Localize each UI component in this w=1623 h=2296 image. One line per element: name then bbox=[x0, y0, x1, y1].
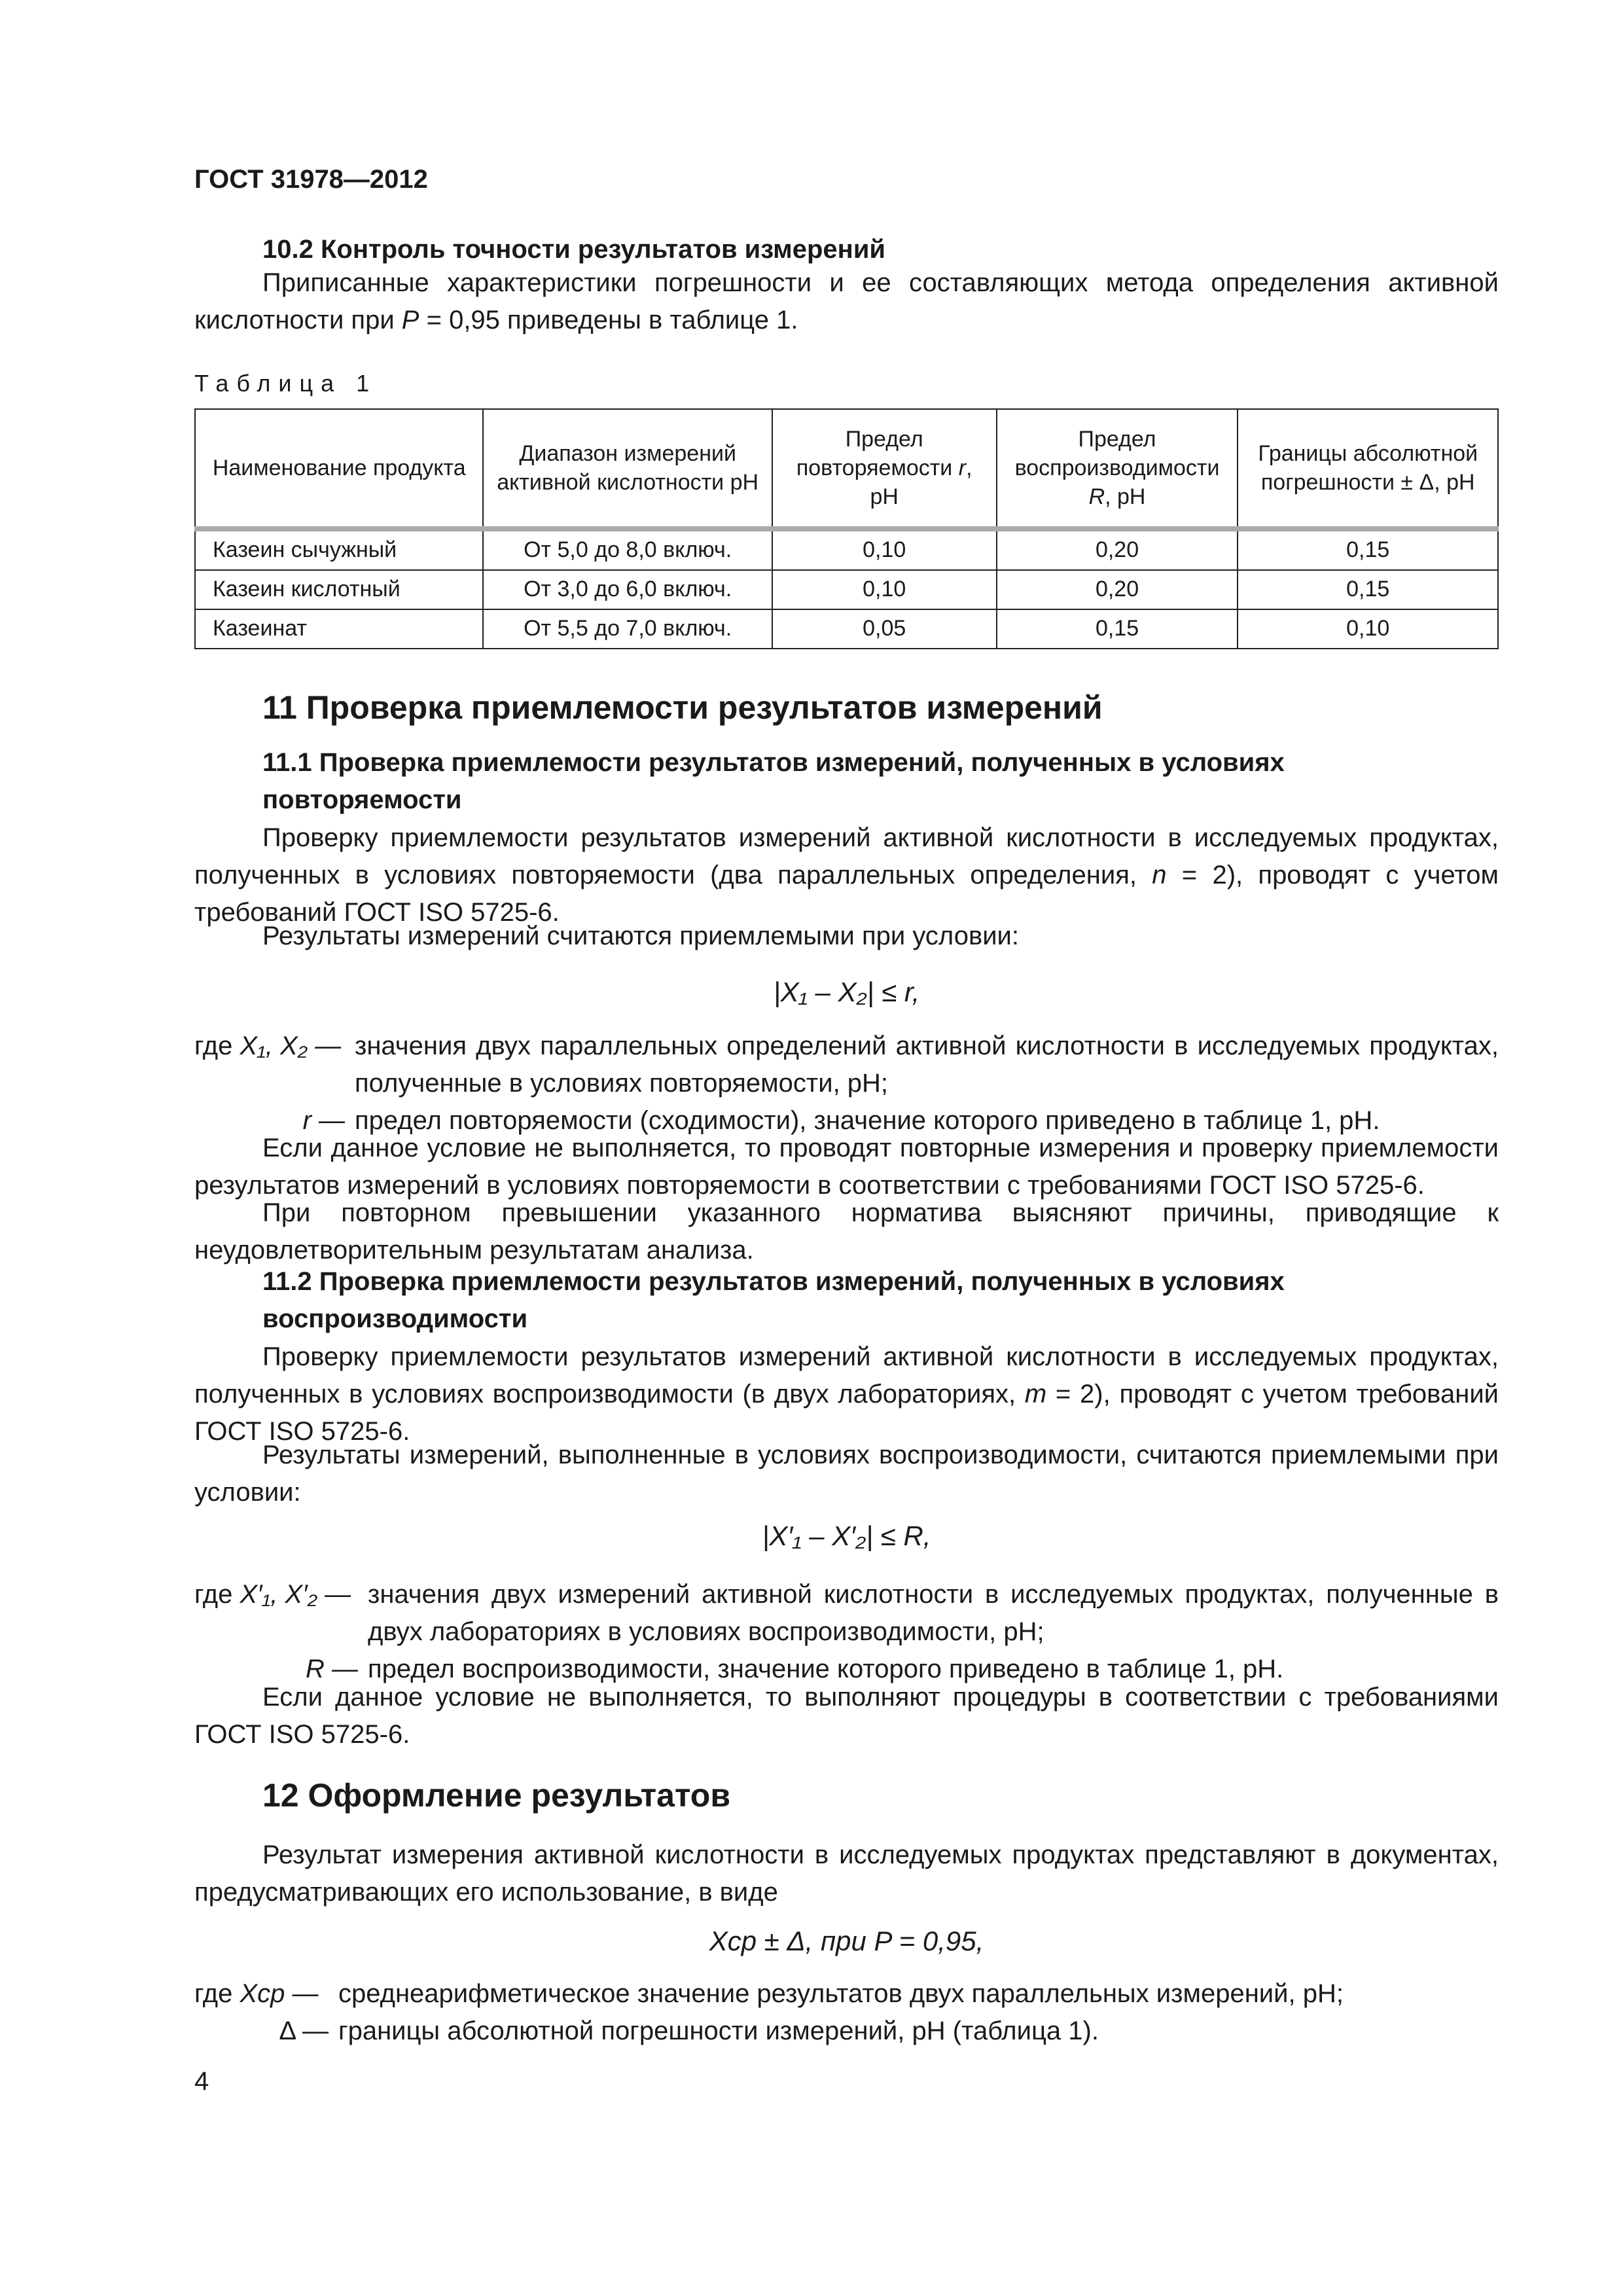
repeatability-formula: |X₁ – X₂| ≤ r, bbox=[773, 977, 920, 1007]
definition-desc-x1-x2: значения двух параллельных определений активной кислотности в исследуемых продуктах, полученные в условиях повторяемости, pH; bbox=[355, 1031, 1499, 1098]
cell-product: Казеинат bbox=[195, 609, 483, 649]
section-11-1-paragraph-3: Если данное условие не выполняется, то проводят повторные измерения и проверку приемлемости результатов измерений в условиях повторяемости в соответствии с требованиями ГОСТ ISO 5725-6. bbox=[194, 1134, 1499, 1200]
cell-delta: 0,15 bbox=[1238, 529, 1498, 570]
definition-term-x1-x2: где X₁, X₂ — bbox=[194, 1031, 342, 1060]
section-11-2-paragraph-2: Результаты измерений, выполненные в условиях воспроизводимости, считаются приемлемыми при условии: bbox=[194, 1441, 1499, 1507]
header-range: Диапазон измерений активной кислотности pH bbox=[483, 409, 772, 529]
cell-delta: 0,10 bbox=[1238, 609, 1498, 649]
section-11-1-paragraph-4: При повторном превышении указанного норматива выясняют причины, приводящие к неудовлетворительным результатам анализа. bbox=[194, 1198, 1499, 1265]
table-caption: Таблица 1 bbox=[194, 370, 378, 397]
header-repeatability: Предел повторяемости r, pH bbox=[772, 409, 997, 529]
cell-R: 0,15 bbox=[997, 609, 1238, 649]
cell-range: От 3,0 до 6,0 включ. bbox=[483, 570, 772, 609]
section-10-2-paragraph: Приписанные характеристики погрешности и ее составляющих метода определения активной кислотности при P = 0,95 приведены в таблице 1. bbox=[194, 268, 1499, 334]
cell-r: 0,05 bbox=[772, 609, 997, 649]
document-code: ГОСТ 31978—2012 bbox=[194, 165, 428, 194]
cell-R: 0,20 bbox=[997, 570, 1238, 609]
definition-desc-delta: границы абсолютной погрешности измерений, pH (таблица 1). bbox=[338, 2017, 1099, 2045]
section-11-1-paragraph-1: Проверку приемлемости результатов измерений активной кислотности в исследуемых продуктах, полученных в условиях повторяемости (два параллельных определения, n = 2), проводят с учетом требований ГОСТ ISO 5725-6. bbox=[194, 823, 1499, 927]
table-1 bbox=[194, 408, 1499, 649]
section-11-2-heading: 11.2 Проверка приемлемости результатов измерений, полученных в условиях воспроизводимости bbox=[262, 1267, 1285, 1333]
definition-term-delta: Δ — bbox=[279, 2017, 329, 2045]
header-error-bounds: Границы абсолютной погрешности ± Δ, pH bbox=[1238, 409, 1498, 529]
section-12-heading: 12 Оформление результатов bbox=[262, 1777, 731, 1814]
cell-range: От 5,5 до 7,0 включ. bbox=[483, 609, 772, 649]
section-10-2-heading: 10.2 Контроль точности результатов измерений bbox=[262, 235, 886, 264]
section-11-heading: 11 Проверка приемлемости результатов измерений bbox=[262, 689, 1103, 726]
definition-desc-r: предел повторяемости (сходимости), значение которого приведено в таблице 1, pH. bbox=[355, 1106, 1380, 1135]
definition-term-x1p-x2p: где X′₁, X′₂ — bbox=[194, 1580, 351, 1609]
table-header-row bbox=[195, 409, 1498, 529]
cell-delta: 0,15 bbox=[1238, 570, 1498, 609]
definition-desc-xavg: среднеарифметическое значение результатов двух параллельных измерений, pH; bbox=[338, 1979, 1344, 2008]
table-row bbox=[195, 570, 1498, 609]
definition-term-r: r — bbox=[302, 1106, 345, 1135]
table-row bbox=[195, 609, 1498, 649]
table-row bbox=[195, 529, 1498, 570]
definition-desc-R: предел воспроизводимости, значение которого приведено в таблице 1, pH. bbox=[368, 1655, 1284, 1683]
result-formula: Xср ± Δ, при P = 0,95, bbox=[709, 1926, 984, 1956]
header-product: Наименование продукта bbox=[195, 409, 483, 529]
cell-r: 0,10 bbox=[772, 529, 997, 570]
cell-product: Казеин сычужный bbox=[195, 529, 483, 570]
section-11-2-paragraph-3: Если данное условие не выполняется, то выполняют процедуры в соответствии с требованиями ГОСТ ISO 5725-6. bbox=[194, 1683, 1499, 1749]
cell-product: Казеин кислотный bbox=[195, 570, 483, 609]
reproducibility-formula: |X′₁ – X′₂| ≤ R, bbox=[762, 1520, 931, 1551]
cell-range: От 5,0 до 8,0 включ. bbox=[483, 529, 772, 570]
section-11-1-paragraph-2: Результаты измерений считаются приемлемыми при условии: bbox=[262, 922, 1019, 950]
header-reproducibility: Предел воспроизводимости R, pH bbox=[997, 409, 1238, 529]
cell-R: 0,20 bbox=[997, 529, 1238, 570]
definition-desc-x1p-x2p: значения двух измерений активной кислотности в исследуемых продуктах, полученные в двух лабораториях в условиях воспроизводимости, pH; bbox=[368, 1580, 1499, 1646]
page-number: 4 bbox=[194, 2067, 209, 2096]
cell-r: 0,10 bbox=[772, 570, 997, 609]
section-12-paragraph: Результат измерения активной кислотности в исследуемых продуктах представляют в документах, предусматривающих его использование, в виде bbox=[194, 1840, 1499, 1907]
definition-term-xavg: где Xср — bbox=[194, 1979, 319, 2008]
section-11-1-heading: 11.1 Проверка приемлемости результатов измерений, полученных в условиях повторяемости bbox=[262, 748, 1285, 814]
definition-term-R: R — bbox=[306, 1655, 358, 1683]
section-11-2-paragraph-1: Проверку приемлемости результатов измерений активной кислотности в исследуемых продуктах, полученных в условиях воспроизводимости (в двух лабораториях, m = 2), проводят с учетом требований ГОСТ ISO 5725-6. bbox=[194, 1342, 1499, 1446]
